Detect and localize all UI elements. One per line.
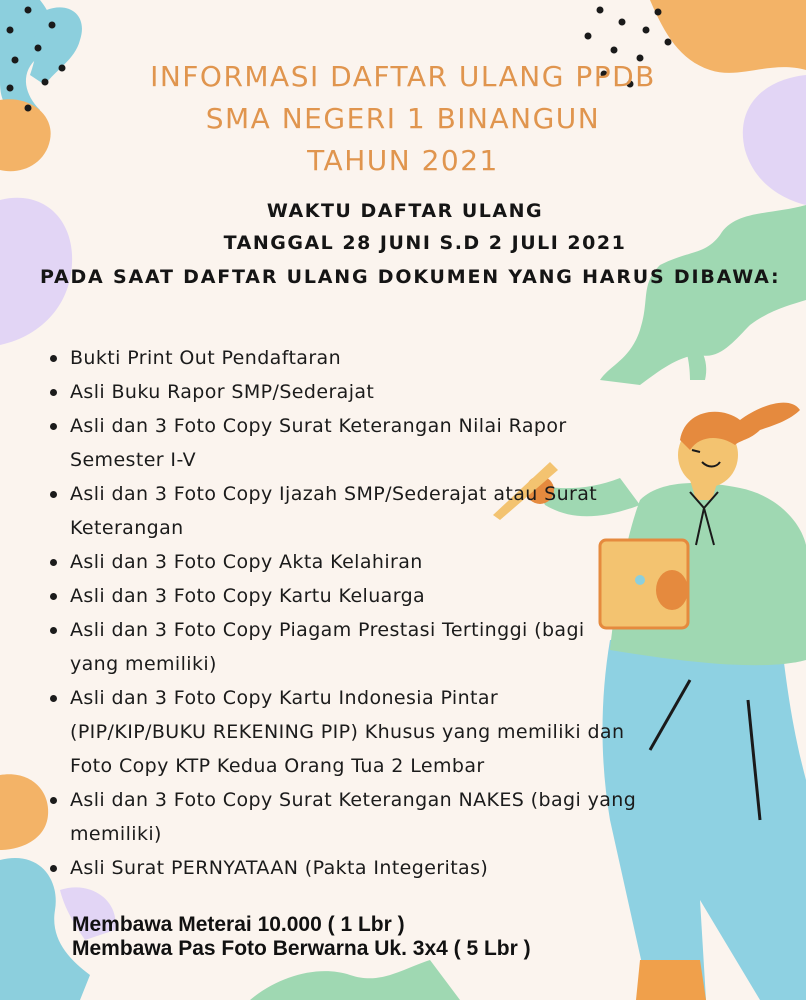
documents-list	[48, 341, 638, 885]
list-item-text: Asli dan 3 Foto Copy Kartu Indonesia Pintar (PIP/KIP/BUKU REKENING PIP) Khusus yang memiliki dan Foto Copy KTP Kedua Orang Tua 2 Lembar	[70, 687, 625, 777]
list-item	[48, 477, 638, 545]
list-item-text: Asli dan 3 Foto Copy Surat Keterangan NAKES (bagi yang memiliki)	[70, 789, 637, 845]
list-item	[48, 375, 638, 409]
list-item-text: Asli dan 3 Foto Copy Ijazah SMP/Sederajat atau Surat Keterangan	[70, 483, 598, 539]
list-item	[48, 341, 638, 375]
title-line-3: TAHUN 2021	[307, 144, 499, 177]
schedule-dates: TANGGAL 28 JUNI S.D 2 JULI 2021	[223, 232, 627, 254]
bullet-icon	[50, 865, 57, 872]
title-line-1: INFORMASI DAFTAR ULANG PPDB	[150, 60, 656, 93]
list-item	[48, 783, 638, 851]
bullet-icon	[50, 389, 57, 396]
list-item-text: Asli dan 3 Foto Copy Piagam Prestasi Tertinggi (bagi yang memiliki)	[70, 619, 585, 675]
list-item-text: Asli dan 3 Foto Copy Surat Keterangan Nilai Rapor Semester I-V	[70, 415, 567, 471]
list-item	[48, 545, 638, 579]
bullet-icon	[50, 423, 57, 430]
list-item	[48, 681, 638, 783]
bullet-icon	[50, 355, 57, 362]
list-item	[48, 851, 638, 885]
list-item-text: Asli Surat PERNYATAAN (Pakta Integeritas)	[70, 857, 489, 879]
schedule-label: WAKTU DAFTAR ULANG	[266, 200, 544, 222]
list-item-text: Asli dan 3 Foto Copy Akta Kelahiran	[70, 551, 423, 573]
title-line-2: SMA NEGERI 1 BINANGUN	[205, 102, 601, 135]
bullet-icon	[50, 491, 57, 498]
list-item	[48, 579, 638, 613]
bullet-icon	[50, 559, 57, 566]
list-item	[48, 613, 638, 681]
bullet-icon	[50, 627, 57, 634]
note-meterai: Membawa Meterai 10.000 ( 1 Lbr )	[72, 913, 405, 936]
list-item-text: Bukti Print Out Pendaftaran	[70, 347, 342, 369]
list-item-text: Asli dan 3 Foto Copy Kartu Keluarga	[70, 585, 426, 607]
list-item-text: Asli Buku Rapor SMP/Sederajat	[70, 381, 375, 403]
bullet-icon	[50, 797, 57, 804]
note-pas-foto: Membawa Pas Foto Berwarna Uk. 3x4 ( 5 Lbr )	[72, 937, 531, 960]
documents-heading: PADA SAAT DAFTAR ULANG DOKUMEN YANG HARUS DIBAWA:	[40, 266, 781, 288]
list-item	[48, 409, 638, 477]
bullet-icon	[50, 695, 57, 702]
bullet-icon	[50, 593, 57, 600]
